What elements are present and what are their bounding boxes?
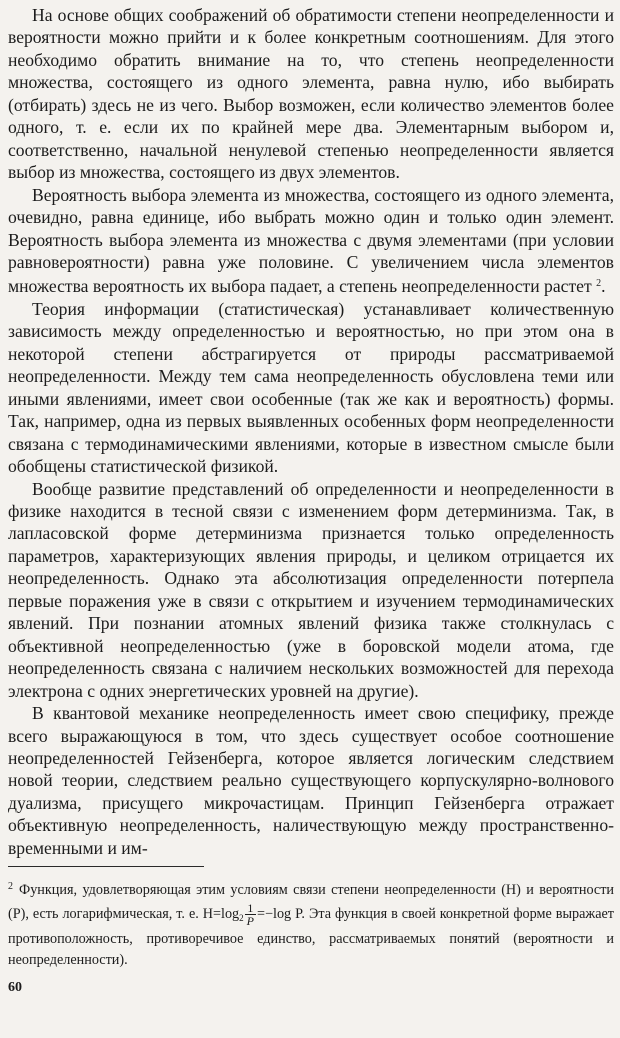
paragraph-1: На основе общих соображений об обратимости степени неопределенности и вероятности можно прийти и к более конкретным соотношениям. Для этого необходимо обратить внимание на то, что степень неопределенности множества, состоящего из одного элемента, равна нулю, ибо выбирать (отбирать) здесь не из чего. Выбор возможен, если количество элементов более одного, т. е. если их по крайней мере два. Элементарным выбором и, соответственно, начальной ненулевой степенью неопределенности является выбор из множества, состоящего из двух элементов.: [8, 5, 614, 183]
paragraph-5: В квантовой механике неопределенность имеет свою специфику, прежде всего выражающуюся в том, что здесь существует особое соотношение неопределенностей Гейзенберга, которое является логическим следствием новой теории, следствием реально существующего корпускулярно-волнового дуализма, присущего микрочастицам. Принцип Гейзенберга отражает объективную неопределенность, наличествующую между пространственно-временными и им-: [8, 703, 614, 858]
page-number: 60: [8, 980, 22, 995]
fraction-numerator: 1: [245, 902, 256, 915]
paragraph-2-text: Вероятность выбора элемента из множества, состоящего из одного элемента, очевидно, равна единице, ибо выбрать можно один и только один элемент. Вероятность выбора элемента из множества с двумя элементами (при условии равновероятности) равна уже половине. С увеличением числа элементов множества вероятность их выбора падает, а степень неопределенности растет: [8, 184, 614, 297]
paragraph-3: Теория информации (статистическая) устанавливает количественную зависимость между определенностью и вероятностью, но при этом она в некоторой степени абстрагируется от природы рассматриваемой неопределенности. Между тем сама неопределенность обусловлена теми или иными явлениями, имеет свои особенные (так же как и вероятность) формы. Так, например, одна из первых выявленных особенных форм неопределенности связана с термодинамическими явлениями, которые в известном смысле были обобщены статистической физикой.: [8, 298, 614, 477]
footnote-text-after: P. Эта функция в своей конкретной форме выражает противоположность, противоречивое единство, рассматриваемых понятий (вероятности и неопределенности).: [8, 905, 614, 969]
fraction: [245, 902, 256, 927]
footnote-text-before: Функция, удовлетворяющая этим условиям связи степени неопределенности (H) и вероятности (P), есть логарифмическая, т. е. H=log: [8, 882, 614, 922]
fraction-denominator: P: [246, 913, 254, 928]
log-base: 2: [239, 912, 244, 923]
footnote: [8, 876, 614, 972]
footnote-reference[interactable]: 2: [596, 278, 602, 290]
paragraph-2: Вероятность выбора элемента из множества, состоящего из одного элемента, очевидно, равна единице, ибо выбрать можно один и только один элемент. Вероятность выбора элемента из множества с двумя элементами (при условии равновероятности) равна уже половине. С увеличением числа элементов множества вероятность их выбора падает, а степень неопределенности растет $^2$.: [8, 184, 614, 297]
footnote-mark: 2: [8, 881, 13, 892]
paragraph-4: Вообще развитие представлений об определенности и неопределенности в физике находится в тесной связи с изменением форм детерминизма. Так, в лапласовской форме детерминизма признается только определенность параметров, характеризующих явления природы, и целиком отрицается их неопределенность. Однако эта абсолютизация определенности потерпела первые поражения уже в связи с открытием и изучением термодинамических явлений. При познании атомных явлений физика также столкнулась с объективной неопределенностью (уже в боровской модели атома, где неопределенность связана с наличием нескольких возможностей для перехода электрона с одних энергетических уровней на другие).: [8, 478, 614, 701]
body-text: [8, 4, 614, 859]
footnote-text-mid: =−log: [257, 905, 292, 922]
footnote-divider: [8, 866, 204, 867]
